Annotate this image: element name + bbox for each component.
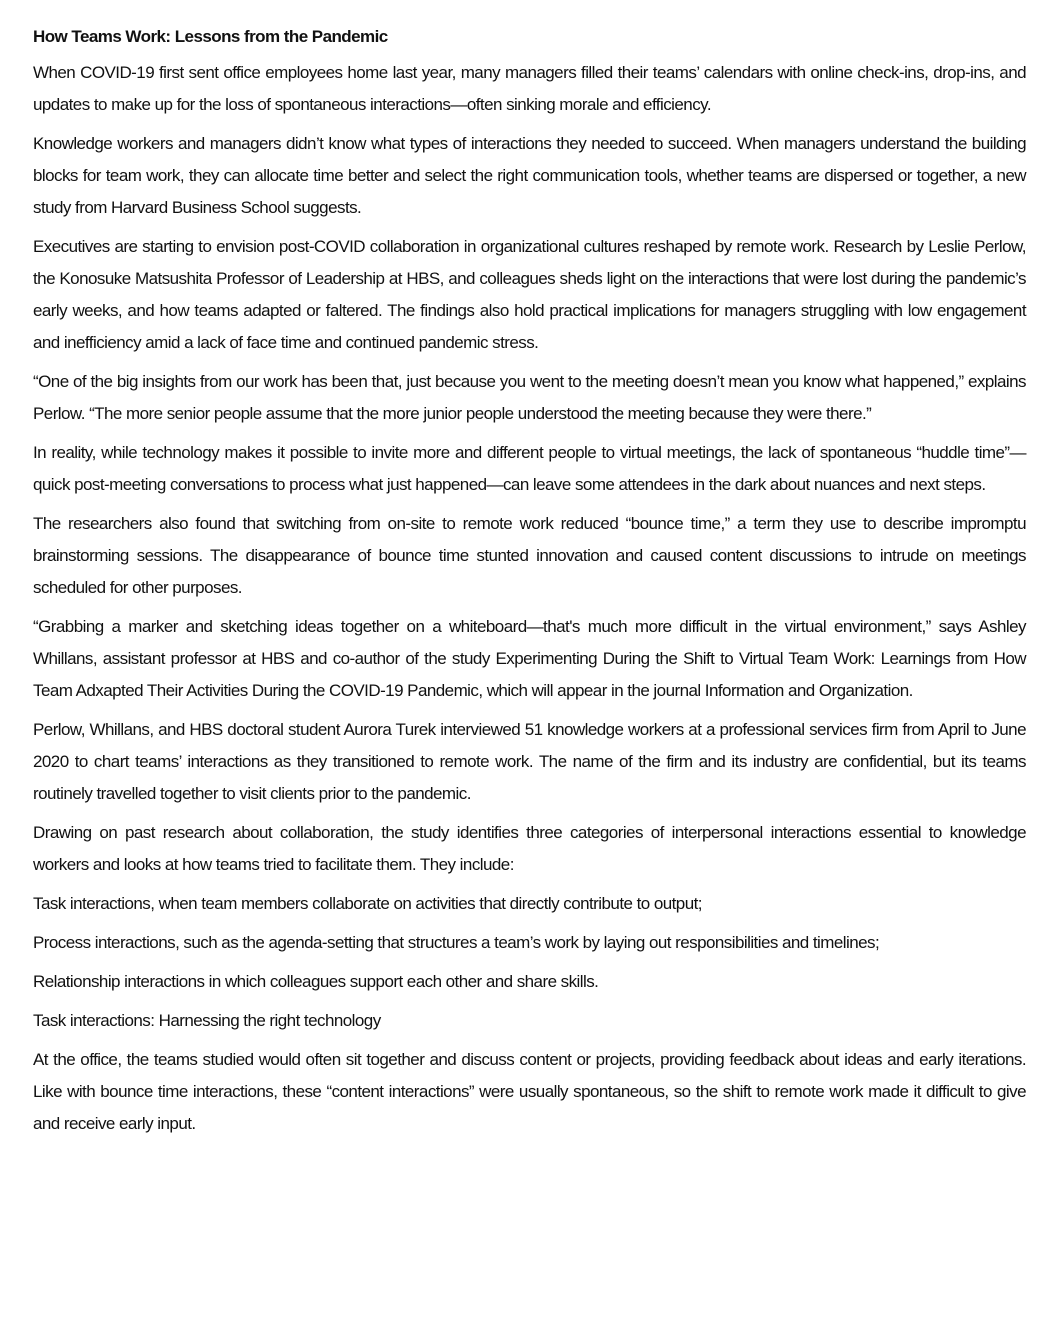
paragraph-study-method: Perlow, Whillans, and HBS doctoral student Aurora Turek interviewed 51 knowledge workers at a professional services firm from April to June 2020 to chart teams’ interactions as they transitioned to remote work. The name of the firm and its industry are confidential, but its teams routinely travelled together to visit clients prior to the pandemic.: [33, 720, 1026, 803]
paragraph-office-content: At the office, the teams studied would often sit together and discuss content or projects, providing feedback about ideas and early iterations. Like with bounce time interactions, these “content interactions” were usually spontaneous, so the shift to remote work made it difficult to give and receive early input.: [33, 1050, 1026, 1133]
paragraph-knowledge-workers: Knowledge workers and managers didn’t know what types of interactions they needed to succeed. When managers understand the building blocks for team work, they can allocate time better and select the right communication tools, whether teams are dispersed or together, a new study from Harvard Business School suggests.: [33, 134, 1026, 217]
paragraph-whillans-quote: “Grabbing a marker and sketching ideas together on a whiteboard—that's much more difficult in the virtual environment,” says Ashley Whillans, assistant professor at HBS and co-author of the study Experimenting During the Shift to Virtual Team Work: Learnings from How Team Adxapted Their Activities During the COVID-19 Pandemic, which will appear in the journal Information and Organization.: [33, 617, 1026, 700]
article-body: [33, 24, 1026, 1147]
paragraph-executives: Executives are starting to envision post-COVID collaboration in organizational cultures reshaped by remote work. Research by Leslie Perlow, the Konosuke Matsushita Professor of Leadership at HBS, and colleagues sheds light on the interactions that were lost during the pandemic’s early weeks, and how teams adapted or faltered. The findings also hold practical implications for managers struggling with low engagement and inefficiency amid a lack of face time and continued pandemic stress.: [33, 237, 1026, 352]
paragraph-perlow-quote: “One of the big insights from our work has been that, just because you went to the meeting doesn’t mean you know what happened,” explains Perlow. “The more senior people assume that the more junior people understood the meeting because they were there.”: [33, 372, 1026, 423]
list-item-task-interactions: Task interactions, when team members collaborate on activities that directly contribute to output;: [33, 894, 702, 913]
article-title: How Teams Work: Lessons from the Pandemic: [33, 27, 388, 46]
paragraph-huddle-time: In reality, while technology makes it possible to invite more and different people to virtual meetings, the lack of spontaneous “huddle time”—quick post-meeting conversations to process what just happened—can leave some attendees in the dark about nuances and next steps.: [33, 443, 1026, 494]
section-subheading: Task interactions: Harnessing the right technology: [33, 1011, 381, 1030]
paragraph-bounce-time: The researchers also found that switching from on-site to remote work reduced “bounce time,” a term they use to describe impromptu brainstorming sessions. The disappearance of bounce time stunted innovation and caused content discussions to intrude on meetings scheduled for other purposes.: [33, 514, 1026, 597]
list-item-process-interactions: Process interactions, such as the agenda-setting that structures a team’s work by laying out responsibilities and timelines;: [33, 933, 880, 952]
paragraph-intro: When COVID-19 first sent office employees home last year, many managers filled their teams’ calendars with online check-ins, drop-ins, and updates to make up for the loss of spontaneous interactions—often sinking morale and efficiency.: [33, 63, 1026, 114]
list-item-relationship-interactions: Relationship interactions in which colleagues support each other and share skills.: [33, 972, 599, 991]
paragraph-categories: Drawing on past research about collaboration, the study identifies three categories of interpersonal interactions essential to knowledge workers and looks at how teams tried to facilitate them. They include:: [33, 823, 1026, 874]
